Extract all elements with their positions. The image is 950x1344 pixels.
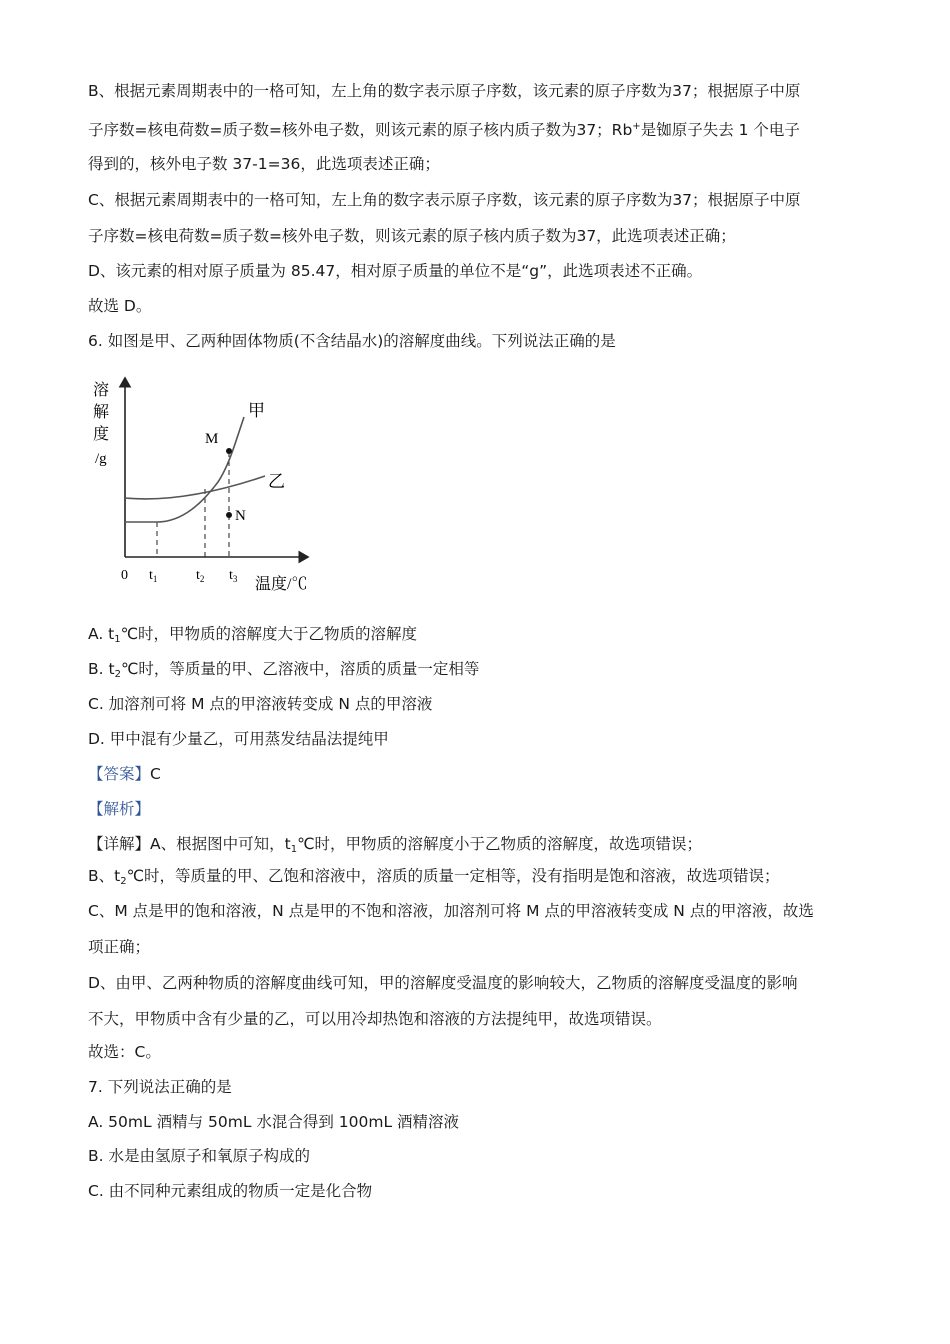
analysis-b-line-2-text: 子序数=核电荷数=质子数=核外电子数，则该元素的原子核内质子数为37；Rb [88,121,633,139]
ion-charge: + [632,121,641,132]
q6-option-a-text: A. t [88,625,115,643]
q6-option-d: D. 甲中混有少量乙，可用蒸发结晶法提纯甲 [88,730,389,748]
solubility-curve-figure [88,372,328,598]
analysis-c-line-2: 子序数=核电荷数=质子数=核外电子数，则该元素的原子核内质子数为37，此选项表述正确； [88,227,736,245]
q6-answer [88,764,161,784]
analysis-b-line-2 [88,117,800,140]
origin-label: 0 [121,568,128,583]
analysis-c-line-1: C、根据元素周期表中的一格可知，左上角的数字表示原子序数，该元素的原子序数为37；根据原子中原 [88,191,801,209]
curve-jia-label: 甲 [248,401,265,420]
analysis-b-line-3: 得到的，核外电子数 37-1=36，此选项表述正确； [88,155,440,173]
answer-value: C [150,765,161,783]
q6-stem: 6. 如图是甲、乙两种固体物质(不含结晶水)的溶解度曲线。下列说法正确的是 [88,332,616,350]
x-axis-label: 温度/℃ [255,576,308,593]
subscript: 1 [290,844,298,855]
analysis-label: 【解析】 [88,800,151,818]
curve-yi [125,476,265,499]
q6-option-b-text-end: ℃时，等质量的甲、乙溶液中，溶质的质量一定相等 [120,660,480,678]
q7-stem: 7. 下列说法正确的是 [88,1078,232,1096]
answer-label: 【答案】 [88,765,151,783]
point-m [226,448,232,454]
y-label-char-3: 度 [93,426,110,443]
analysis-d-line-1: D、该元素的相对原子质量为 85.47，相对原子质量的单位不是“g”，此选项表述不正确。 [88,262,703,280]
q6-option-b [88,659,479,685]
subscript: 1 [114,634,121,645]
point-n [226,512,232,518]
q6-option-b-text: B. t [88,660,115,678]
q7-option-b: B. 水是由氢原子和氧原子构成的 [88,1147,310,1165]
y-label-char-2: 解 [93,404,110,421]
detail-d-line-2: 不大，甲物质中含有少量的乙，可以用冷却热饱和溶液的方法提纯甲，故选项错误。 [88,1010,662,1028]
analysis-b-line-2-text-end: 是铷原子失去 1 个电子 [640,121,800,139]
analysis-conclusion: 故选 D。 [88,297,152,315]
y-label-char-1: 溶 [93,382,110,399]
detail-d-line-1: D、由甲、乙两种物质的溶解度曲线可知，甲的溶解度受温度的影响较大，乙物质的溶解度受温度的影响 [88,974,798,992]
detail-c-line-2: 项正确； [88,938,151,956]
q6-option-c: C. 加溶剂可将 M 点的甲溶液转变成 N 点的甲溶液 [88,695,433,713]
point-m-label: M [205,431,219,447]
curve-jia [125,417,244,522]
tick-t1: $t_1$ [149,568,158,584]
q6-option-a [88,624,417,650]
subscript: 2 [120,876,127,887]
tick-t3: $t_3$ [229,568,238,584]
analysis-b-line-1: B、根据元素周期表中的一格可知，左上角的数字表示原子序数，该元素的原子序数为37；根据原子中原 [88,82,801,100]
detail-c-line-1: C、M 点是甲的饱和溶液，N 点是甲的不饱和溶液，加溶剂可将 M 点的甲溶液转变成 N 点的甲溶液，故选 [88,902,814,920]
q6-option-a-text-end: ℃时，甲物质的溶解度大于乙物质的溶解度 [120,625,418,643]
q7-option-a: A. 50mL 酒精与 50mL 水混合得到 100mL 酒精溶液 [88,1113,460,1131]
detail-a-text: A、根据图中可知，t [150,835,291,853]
detail-b [88,866,780,892]
detail-a-text-end: ℃时，甲物质的溶解度小于乙物质的溶解度，故选项错误； [297,835,702,853]
detail-label: 【详解】 [88,835,151,853]
tick-t2: $t_2$ [196,568,205,584]
point-n-label: N [235,508,246,524]
detail-b-text: B、t [88,867,121,885]
subscript: 2 [114,669,121,680]
detail-b-text-end: ℃时，等质量的甲、乙饱和溶液中，溶质的质量一定相等，没有指明是饱和溶液，故选项错误； [126,867,780,885]
detail-a [88,834,702,860]
y-label-unit: /g [95,451,107,467]
q7-option-c: C. 由不同种元素组成的物质一定是化合物 [88,1182,373,1200]
q6-conclusion: 故选：C。 [88,1043,161,1061]
curve-yi-label: 乙 [268,472,285,491]
